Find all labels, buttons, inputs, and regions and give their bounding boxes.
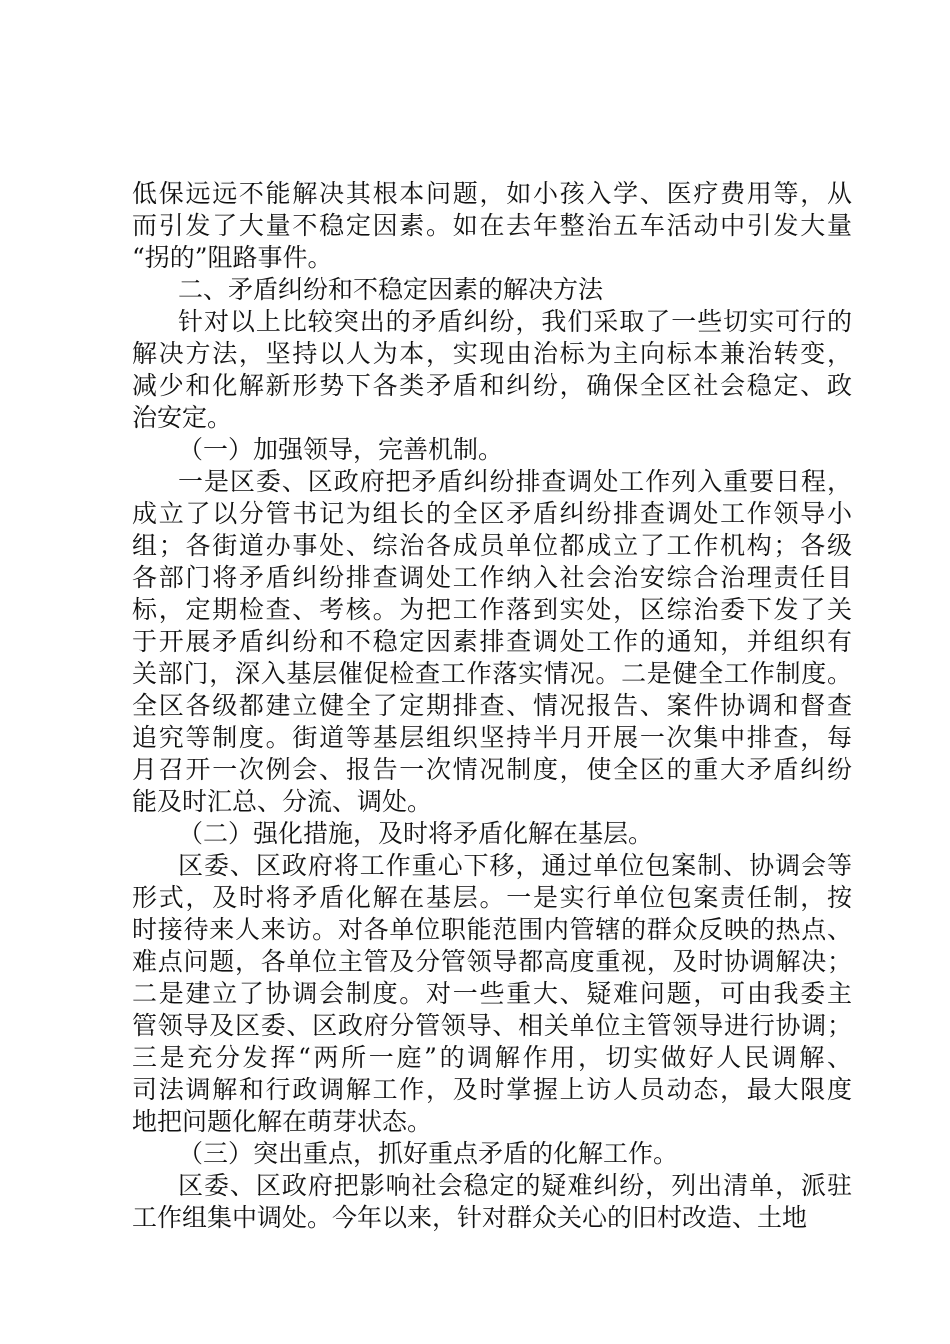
text-line: 全区各级都建立健全了定期排查、情况报告、案件协调和督查 bbox=[132, 691, 852, 720]
text-line: 地把问题化解在萌芽状态。 bbox=[132, 1107, 433, 1136]
text-line: “拐的”阻路事件。 bbox=[132, 243, 333, 272]
text-line: 司法调解和行政调解工作，及时掌握上访人员动态，最大限度 bbox=[132, 1075, 852, 1104]
text-line: 组；各街道办事处、综治各成员单位都成立了工作机构；各级 bbox=[132, 531, 852, 560]
text-line: （三）突出重点，抓好重点矛盾的化解工作。 bbox=[178, 1139, 679, 1168]
paragraph bbox=[132, 850, 852, 1138]
text-line: 低保远远不能解决其根本问题，如小孩入学、医疗费用等，从 bbox=[132, 179, 852, 208]
subsection-heading bbox=[132, 1138, 852, 1170]
text-line: 二、矛盾纠纷和不稳定因素的解决方法 bbox=[178, 275, 604, 304]
paragraph bbox=[132, 466, 852, 818]
subsection-heading bbox=[132, 434, 852, 466]
text-line: 治安定。 bbox=[132, 403, 233, 432]
text-line: 月召开一次例会、报告一次情况制度，使全区的重大矛盾纠纷 bbox=[132, 755, 852, 784]
text-line: 时接待来人来访。对各单位职能范围内管辖的群众反映的热点、 bbox=[132, 915, 852, 944]
paragraph bbox=[132, 306, 852, 434]
text-line: 追究等制度。街道等基层组织坚持半月开展一次集中排查，每 bbox=[132, 723, 852, 752]
text-line: 工作组集中调处。今年以来，针对群众关心的旧村改造、土地 bbox=[132, 1203, 808, 1232]
text-line: 区委、区政府将工作重心下移，通过单位包案制、协调会等 bbox=[178, 851, 852, 880]
text-line: 关部门，深入基层催促检查工作落实情况。二是健全工作制度。 bbox=[132, 659, 852, 688]
text-line: 二是建立了协调会制度。对一些重大、疑难问题，可由我委主 bbox=[132, 979, 852, 1008]
text-line: （一）加强领导，完善机制。 bbox=[178, 435, 504, 464]
text-line: （二）强化措施，及时将矛盾化解在基层。 bbox=[178, 819, 654, 848]
text-line: 难点问题，各单位主管及分管领导都高度重视，及时协调解决； bbox=[132, 947, 852, 976]
text-line: 减少和化解新形势下各类矛盾和纠纷，确保全区社会稳定、政 bbox=[132, 371, 852, 400]
subsection-heading bbox=[132, 818, 852, 850]
document-body bbox=[132, 178, 852, 1234]
text-line: 于开展矛盾纠纷和不稳定因素排查调处工作的通知，并组织有 bbox=[132, 627, 852, 656]
text-line: 三是充分发挥“两所一庭”的调解作用，切实做好人民调解、 bbox=[132, 1043, 852, 1072]
paragraph bbox=[132, 178, 852, 274]
text-line: 标，定期检查、考核。为把工作落到实处，区综治委下发了关 bbox=[132, 595, 852, 624]
text-line: 各部门将矛盾纠纷排查调处工作纳入社会治安综合治理责任目 bbox=[132, 563, 852, 592]
paragraph bbox=[132, 1170, 852, 1234]
text-line: 而引发了大量不稳定因素。如在去年整治五车活动中引发大量 bbox=[132, 211, 852, 240]
text-line: 一是区委、区政府把矛盾纠纷排查调处工作列入重要日程， bbox=[178, 467, 852, 496]
text-line: 成立了以分管书记为组长的全区矛盾纠纷排查调处工作领导小 bbox=[132, 499, 852, 528]
text-line: 针对以上比较突出的矛盾纠纷，我们采取了一些切实可行的 bbox=[178, 307, 852, 336]
text-line: 解决方法，坚持以人为本，实现由治标为主向标本兼治转变， bbox=[132, 339, 852, 368]
section-heading bbox=[132, 274, 852, 306]
text-line: 形式，及时将矛盾化解在基层。一是实行单位包案责任制，按 bbox=[132, 883, 852, 912]
text-line: 能及时汇总、分流、调处。 bbox=[132, 787, 433, 816]
text-line: 区委、区政府把影响社会稳定的疑难纠纷，列出清单，派驻 bbox=[178, 1171, 852, 1200]
text-line: 管领导及区委、区政府分管领导、相关单位主管领导进行协调； bbox=[132, 1011, 852, 1040]
